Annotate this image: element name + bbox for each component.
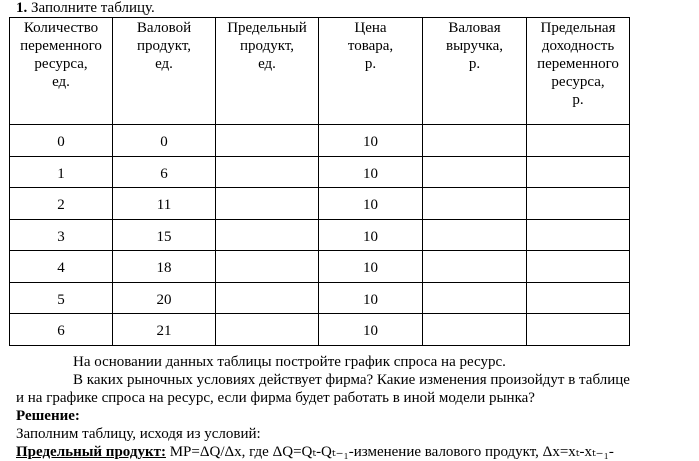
table-cell: 18 bbox=[113, 251, 216, 283]
question-line-2: и на графике спроса на ресурс, если фирма будет работать в иной модели рынка? bbox=[16, 390, 535, 406]
question-line-1: В каких рыночных условиях действует фирма? Какие изменения произойдут в таблице bbox=[73, 372, 630, 388]
table-cell bbox=[527, 156, 630, 188]
table-cell bbox=[216, 219, 319, 251]
table-cell: 20 bbox=[113, 282, 216, 314]
table-cell: 4 bbox=[10, 251, 113, 283]
table-cell: 10 bbox=[319, 156, 423, 188]
header-line: ед. bbox=[52, 74, 70, 90]
header-line: переменного bbox=[537, 56, 619, 72]
table-cell bbox=[216, 282, 319, 314]
table-cell: 15 bbox=[113, 219, 216, 251]
header-line: Количество bbox=[23, 20, 99, 36]
table-cell: 10 bbox=[319, 314, 423, 346]
table-cell: 11 bbox=[113, 188, 216, 220]
table-cell: 1 bbox=[10, 156, 113, 188]
table-row bbox=[10, 282, 630, 314]
table-cell: 6 bbox=[113, 156, 216, 188]
table-cell bbox=[527, 282, 630, 314]
table-cell: 10 bbox=[319, 188, 423, 220]
table-cell: 0 bbox=[113, 125, 216, 157]
table-cell: 5 bbox=[10, 282, 113, 314]
marginal-product-label: Предельный продукт: bbox=[16, 444, 166, 460]
table-cell bbox=[216, 156, 319, 188]
header-line: ресурса, bbox=[551, 74, 605, 90]
table-cell: 2 bbox=[10, 188, 113, 220]
task-title bbox=[16, 0, 155, 17]
marginal-product-formula bbox=[16, 443, 614, 461]
header-line: р. bbox=[572, 92, 584, 108]
header-line: переменного bbox=[20, 38, 102, 54]
table-cell bbox=[423, 314, 527, 346]
table-cell: 0 bbox=[10, 125, 113, 157]
marginal-product-text: MP=ΔQ/Δx, где ΔQ=Qₜ-Qₜ₋₁-изменение валового продукт, Δx=xₜ-xₜ₋₁- bbox=[165, 444, 614, 460]
header-line: продукт, bbox=[240, 38, 294, 54]
table-row bbox=[10, 188, 630, 220]
table-cell bbox=[527, 219, 630, 251]
task-text: Заполните таблицу. bbox=[27, 0, 155, 16]
header-line: ресурса, bbox=[34, 56, 88, 72]
instruction-graph: На основании данных таблицы постройте график спроса на ресурс. bbox=[73, 354, 506, 370]
header-cell bbox=[319, 18, 423, 125]
header-cell bbox=[10, 18, 113, 125]
task-number: 1. bbox=[16, 0, 28, 16]
header-cell bbox=[216, 18, 319, 125]
table-cell: 6 bbox=[10, 314, 113, 346]
header-line: доходность bbox=[541, 38, 615, 54]
header-line: р. bbox=[468, 56, 481, 72]
table-cell: 10 bbox=[319, 125, 423, 157]
table-cell bbox=[216, 125, 319, 157]
table-cell bbox=[527, 188, 630, 220]
table-row bbox=[10, 314, 630, 346]
table-cell bbox=[527, 125, 630, 157]
table-cell: 10 bbox=[319, 251, 423, 283]
table-cell: 3 bbox=[10, 219, 113, 251]
table-cell: 10 bbox=[319, 282, 423, 314]
table-cell bbox=[527, 251, 630, 283]
table-header-row bbox=[10, 18, 630, 125]
table-row bbox=[10, 125, 630, 157]
header-line: ед. bbox=[258, 56, 276, 72]
table-cell bbox=[423, 219, 527, 251]
table-body bbox=[10, 125, 630, 346]
header-cell bbox=[527, 18, 630, 125]
table-cell bbox=[216, 314, 319, 346]
header-cell bbox=[113, 18, 216, 125]
table-cell: 10 bbox=[319, 219, 423, 251]
table-cell bbox=[527, 314, 630, 346]
table-cell: 21 bbox=[113, 314, 216, 346]
header-line: р. bbox=[364, 56, 377, 72]
table-cell bbox=[423, 251, 527, 283]
header-cell bbox=[423, 18, 527, 125]
header-line: Предельная bbox=[540, 20, 616, 36]
table-cell bbox=[216, 188, 319, 220]
resource-table bbox=[9, 17, 630, 346]
header-line: Валовая bbox=[448, 20, 501, 36]
header-line: товара, bbox=[347, 38, 394, 54]
table-cell bbox=[423, 156, 527, 188]
table-cell bbox=[423, 188, 527, 220]
table-cell bbox=[216, 251, 319, 283]
header-line: Цена bbox=[354, 20, 387, 36]
solution-heading: Решение: bbox=[16, 408, 80, 424]
header-line: Валовой bbox=[136, 20, 192, 36]
header-line: выручка, bbox=[446, 38, 503, 54]
header-line: продукт, bbox=[137, 38, 191, 54]
header-line: ед. bbox=[155, 56, 173, 72]
solution-intro: Заполним таблицу, исходя из условий: bbox=[16, 426, 261, 442]
table-row bbox=[10, 251, 630, 283]
header-line: Предельный bbox=[227, 20, 307, 36]
table-row bbox=[10, 156, 630, 188]
table-cell bbox=[423, 125, 527, 157]
table-row bbox=[10, 219, 630, 251]
table-cell bbox=[423, 282, 527, 314]
